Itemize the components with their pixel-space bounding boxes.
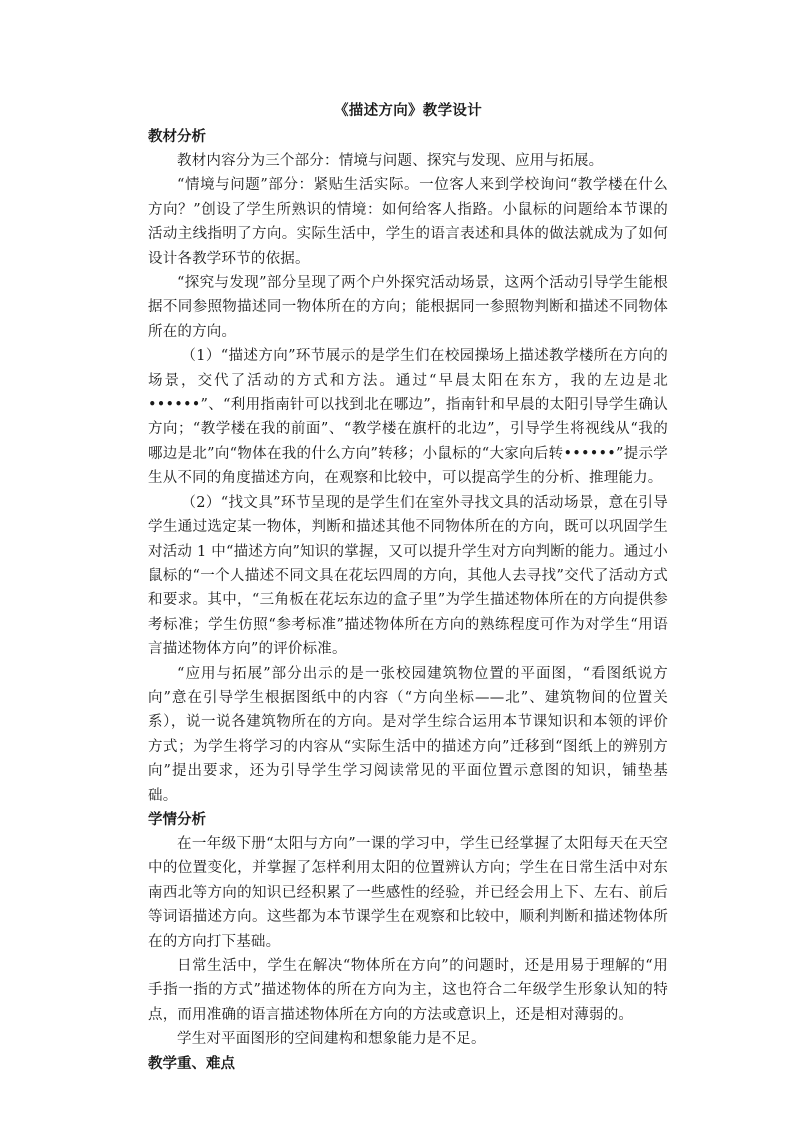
document-title: 《描述方向》教学设计 — [334, 102, 482, 119]
section-heading-key-points: 教学重、难点 — [148, 1054, 235, 1072]
paragraph: 日常生活中，学生在解决“物体所在方向”的问题时，还是用易于理解的“用手指一指的方式”描述物体的所在方向为主，这也符合二年级学生形象认知的特点，而用准确的语言描述物体所在方向的方法或意识上，还是相对薄弱的。 — [148, 958, 668, 1023]
paragraph: 在一年级下册“太阳与方向”一课的学习中，学生已经掌握了太阳每天在天空中的位置变化，并掌握了怎样利用太阳的位置辨认方向；学生在日常生活中对东南西北等方向的知识已经积累了一些感性的经验，并已经会用上下、左右、前后等词语描述方向。这些都为本节课学生在观察和比较中，顺利判断和描述物体所在的方向打下基础。 — [148, 835, 668, 950]
section-heading-textbook-analysis: 教材分析 — [148, 128, 206, 145]
paragraph: “探究与发现”部分呈现了两个户外探究活动场景，这两个活动引导学生能根据不同参照物描述同一物体所在的方向；能根据同一参照物判断和描述不同物体所在的方向。 — [148, 275, 668, 340]
paragraph: “应用与拓展”部分出示的是一张校园建筑物位置的平面图，“看图纸说方向”意在引导学生根据图纸中的内容（“方向坐标——北”、建筑物间的位置关系），说一说各建筑物所在的方向。是对学生综合运用本节课知识和本领的评价方式；为学生将学习的内容从“实际生活中的描述方向”迁移到“图纸上的辨别方向”提出要求，还为引导学生学习阅读常见的平面位置示意图的知识，铺垫基础。 — [148, 665, 668, 804]
paragraph: 学生对平面图形的空间建构和想象能力是不足。 — [177, 1031, 486, 1048]
document-body — [148, 101, 668, 1076]
paragraph: （2）“找文具”环节呈现的是学生们在室外寻找文具的活动场景，意在引导学生通过选定某一物体，判断和描述其他不同物体所在的方向，既可以巩固学生对活动 1 中“描述方向”知识的掌握，又可以提升学生对方向判断的能力。通过小鼠标的“一个人描述不同文具在花坛四周的方向，其他人去寻找”交代了活动方式和要求。其中，“三角板在花坛东边的盒子里”为学生描述物体所在的方向提供参考标准；学生仿照“参考标准”描述物体所在方向的熟练程度可作为对学生“用语言描述物体方向”的评价标准。 — [148, 494, 668, 658]
paragraph: （1）“描述方向”环节展示的是学生们在校园操场上描述教学楼所在方向的场景，交代了活动的方式和方法。通过“早晨太阳在东方，我的左边是北••••••”、“利用指南针可以找到北在哪边”，指南针和早晨的太阳引导学生确认方向；“教学楼在我的前面”、“教学楼在旗杆的北边”，引导学生将视线从“我的哪边是北”向“物体在我的什么方向”转移；小鼠标的“大家向后转••••••”提示学生从不同的角度描述方向，在观察和比较中，可以提高学生的分析、推理能力。 — [148, 348, 668, 487]
section-heading-student-analysis: 学情分析 — [148, 810, 206, 828]
paragraph: 教材内容分为三个部分：情境与问题、探究与发现、应用与拓展。 — [177, 153, 604, 169]
paragraph: “情境与问题”部分：紧贴生活实际。一位客人来到学校询问“教学楼在什么方向？”创设了学生所熟识的情境：如何给客人指路。小鼠标的问题给本节课的活动主线指明了方向。实际生活中，学生的语言表述和具体的做法就成为了如何设计各教学环节的依据。 — [148, 177, 668, 267]
